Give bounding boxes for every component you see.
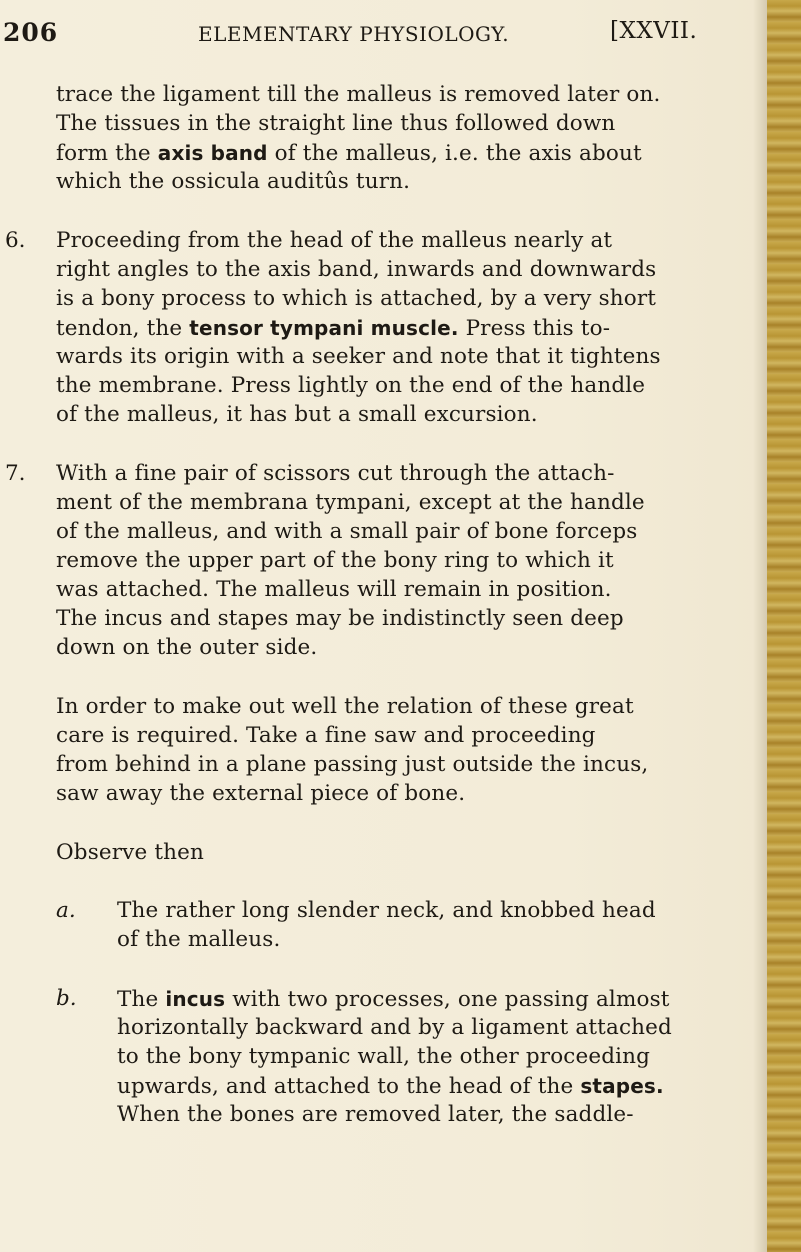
text-line: which the ossicula auditûs turn.	[56, 169, 411, 194]
observe-heading: Observe then	[56, 840, 204, 865]
text-span: with two processes, one passing almost	[232, 987, 670, 1012]
text-line: of the malleus, and with a small pair of bone forceps	[56, 519, 638, 544]
text-line	[117, 984, 670, 1015]
text-span: upwards, and attached to the head of the	[117, 1074, 574, 1099]
list-label: a.	[56, 898, 76, 923]
page-edge-strip	[767, 0, 801, 1252]
text-line: of the malleus, it has but a small excursion.	[56, 402, 538, 427]
text-line: was attached. The malleus will remain in position.	[56, 577, 612, 602]
text-line	[56, 313, 610, 344]
term-stapes: stapes.	[580, 1074, 664, 1098]
list-label: b.	[56, 986, 77, 1011]
page-number: 206	[3, 18, 59, 47]
text-line: The tissues in the straight line thus followed down	[56, 111, 616, 136]
text-line: the membrane. Press lightly on the end of the handle	[56, 373, 646, 398]
term-incus: incus	[165, 987, 226, 1011]
text-line: With a fine pair of scissors cut through the attach-	[56, 461, 615, 486]
page-header	[0, 18, 760, 52]
text-line	[56, 138, 642, 169]
paragraph-number: 6.	[5, 228, 26, 253]
text-line: wards its origin with a seeker and note that it tightens	[56, 344, 661, 369]
text-line: down on the outer side.	[56, 635, 318, 660]
chapter-tag: [XXVII.	[610, 18, 698, 44]
text-line: of the malleus.	[117, 927, 281, 952]
text-line: is a bony process to which is attached, by a very short	[56, 286, 657, 311]
text-span: Press this to-	[465, 316, 611, 341]
text-line: In order to make out well the relation of these great	[56, 694, 634, 719]
text-line: trace the ligament till the malleus is removed later on.	[56, 82, 661, 107]
page-gutter-shadow	[753, 0, 767, 1252]
text-line: right angles to the axis band, inwards and downwards	[56, 257, 657, 282]
text-line: remove the upper part of the bony ring to which it	[56, 548, 614, 573]
text-line: to the bony tympanic wall, the other proceeding	[117, 1044, 651, 1069]
text-line: care is required. Take a fine saw and proceeding	[56, 723, 596, 748]
text-line: When the bones are removed later, the saddle-	[117, 1102, 634, 1127]
text-line: The incus and stapes may be indistinctly seen deep	[56, 606, 624, 631]
text-span: tendon, the	[56, 316, 183, 341]
text-line	[117, 1071, 664, 1102]
paragraph-number: 7.	[5, 461, 26, 486]
text-span: form the	[56, 141, 151, 166]
text-line: saw away the external piece of bone.	[56, 781, 466, 806]
text-span: of the malleus, i.e. the axis about	[274, 141, 642, 166]
text-line: from behind in a plane passing just outside the incus,	[56, 752, 649, 777]
term-tensor-tympani: tensor tympani muscle.	[189, 316, 459, 340]
running-title: ELEMENTARY PHYSIOLOGY.	[198, 22, 510, 46]
text-line: ment of the membrana tympani, except at the handle	[56, 490, 645, 515]
term-axis-band: axis band	[157, 141, 268, 165]
text-line: Proceeding from the head of the malleus nearly at	[56, 228, 613, 253]
text-line: The rather long slender neck, and knobbed head	[117, 898, 656, 923]
text-span: The	[117, 987, 159, 1012]
text-line: horizontally backward and by a ligament attached	[117, 1015, 672, 1040]
